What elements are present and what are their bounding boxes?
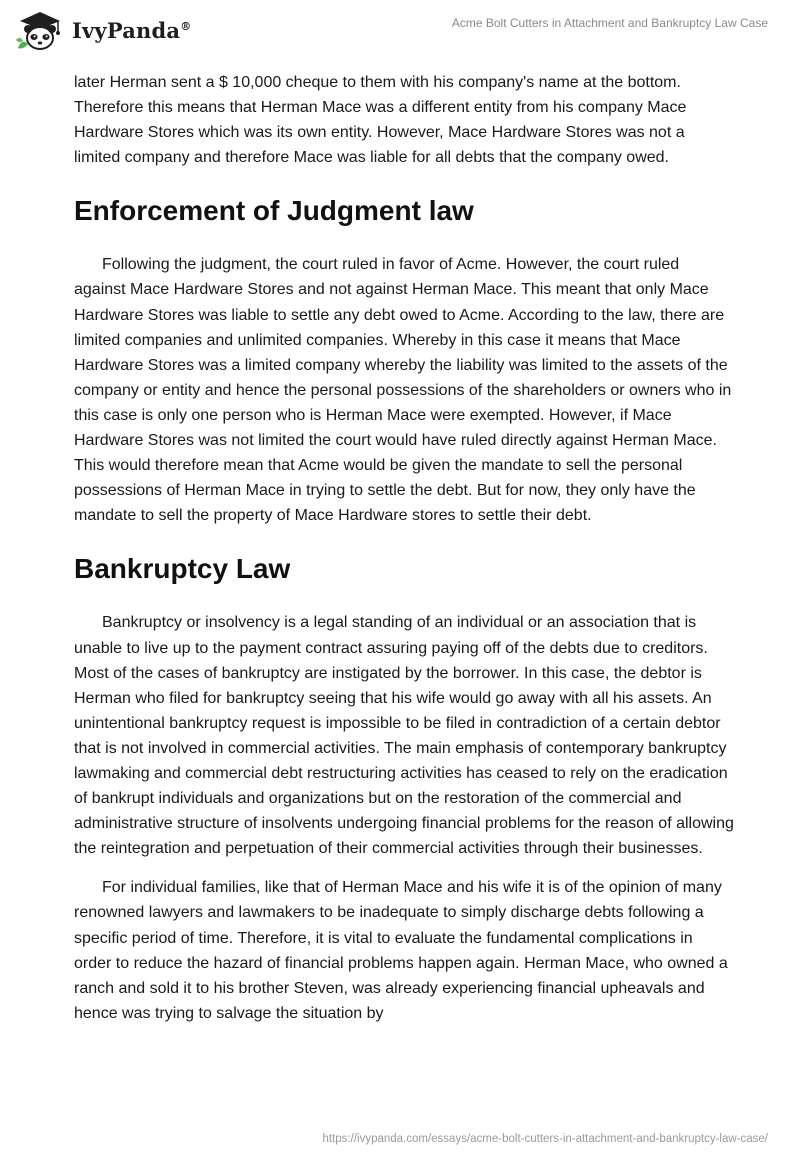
source-url[interactable]: https://ivypanda.com/essays/acme-bolt-cutters-in-attachment-and-bankruptcy-law-case/ bbox=[322, 1133, 768, 1145]
brand-name: IvyPanda® bbox=[72, 17, 192, 43]
document-title: Acme Bolt Cutters in Attachment and Bankruptcy Law Case bbox=[451, 16, 768, 30]
enforcement-paragraph: Following the judgment, the court ruled in favor of Acme. However, the court ruled against Mace Hardware Stores and not against Herman Mace. This meant that only Mace Hardware Stores was liable to settle any debt owed to Acme. According to the law, there are limited companies and unlimited companies. Whereby in this case it means that Mace Hardware Stores was a limited company whereby the liability was limited to the assets of the company or entity and hence the personal possessions of the shareholders or owners who in this case is only one person who is Herman Mace were exempted. However, if Mace Hardware Stores was not limited the court would have ruled directly against Herman Mace. This would therefore mean that Acme would be given the mandate to sell the personal possessions of Herman Mace in trying to settle the debt. But for now, they only have the mandate to sell the property of Mace Hardware stores to settle their debt. bbox=[74, 256, 732, 525]
article-body bbox=[74, 70, 734, 1026]
ivypanda-logo[interactable] bbox=[14, 8, 191, 52]
bankruptcy-paragraph-1: Bankruptcy or insolvency is a legal standing of an individual or an association that is unable to live up to the payment contract assuring paying off of the debts due to creditors. Most of the cases of bankruptcy are instigated by the borrower. In this case, the debtor is Herman who filed for bankruptcy seeing that his wife would go away with all his assets. An unintentional bankruptcy request is impossible to be filed in contradiction of a certain debtor that is not involved in commercial activities. The main emphasis of contemporary bankruptcy lawmaking and commercial debt restructuring activities has ceased to rely on the eradication of bankrupt individuals and organizations but on the restoration of the commercial and administrative structure of insolvents undergoing financial problems for the reason of allowing the reintegration and perpetuation of their commercial activities through their businesses. bbox=[74, 614, 734, 858]
registered-mark: ® bbox=[180, 19, 192, 33]
heading-bankruptcy-law: Bankruptcy Law bbox=[74, 553, 291, 585]
heading-enforcement-of-judgment: Enforcement of Judgment law bbox=[74, 195, 474, 227]
panda-graduate-icon bbox=[14, 8, 66, 52]
bankruptcy-paragraph-2: For individual families, like that of Herman Mace and his wife it is of the opinion of many renowned lawyers and lawmakers to be inadequate to simply discharge debts following a specific period of time. Therefore, it is vital to evaluate the fundamental complications in order to reduce the hazard of financial problems happen again. Herman Mace, who owned a ranch and sold it to his brother Steven, was already experiencing financial upheavals and hence was trying to salvage the situation by bbox=[74, 879, 728, 1022]
page-header bbox=[0, 0, 800, 64]
intro-paragraph: later Herman sent a $ 10,000 cheque to them with his company's name at the bottom. Therefore this means that Herman Mace was a different entity from his company Mace Hardware Stores which was its own entity. However, Mace Hardware Stores was not a limited company and therefore Mace was liable for all debts that the company owed. bbox=[74, 74, 687, 167]
